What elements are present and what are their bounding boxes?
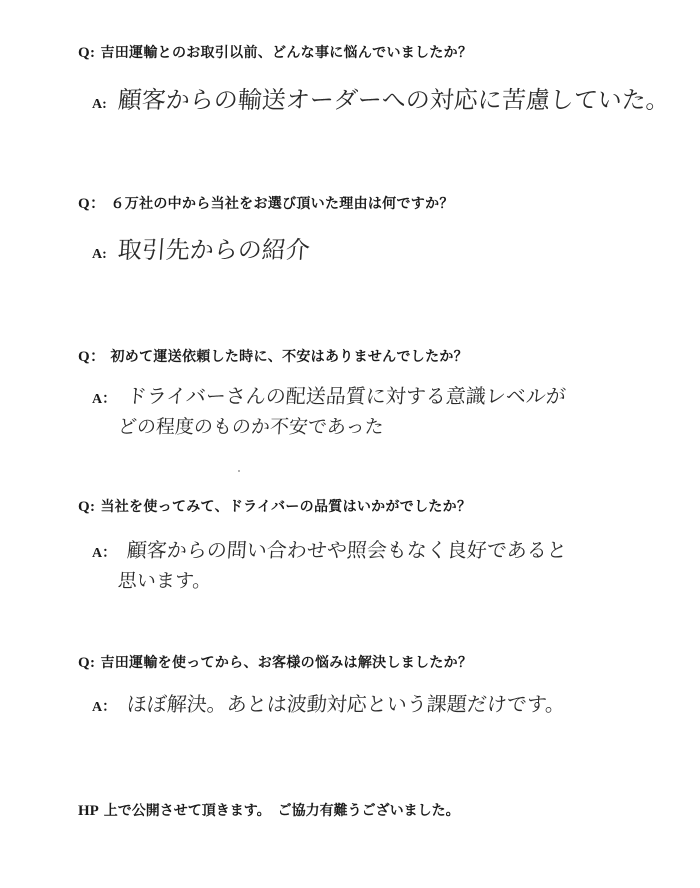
answer-4 bbox=[92, 534, 567, 563]
question-text: 初めて運送依頼した時に、不安はありませんでしたか？ bbox=[110, 349, 468, 365]
hp-label: HP bbox=[78, 803, 99, 819]
question-1 bbox=[78, 42, 472, 62]
answer-4-line-2 bbox=[118, 566, 211, 593]
closing-text: 上で公開させて頂きます。 ご協力有難うございました。 bbox=[103, 803, 460, 819]
answer-label: A: bbox=[92, 247, 107, 262]
answer-label: A： bbox=[92, 700, 117, 715]
question-text: 当社を使ってみて、ドライバーの品質はいかがでしたか？ bbox=[100, 499, 472, 515]
answer-3 bbox=[92, 380, 566, 409]
question-2 bbox=[78, 192, 454, 213]
question-label: Q： bbox=[78, 196, 106, 212]
stray-mark bbox=[238, 470, 240, 472]
answer-text: 顧客からの輸送オーダーへの対応に苦慮していた。 bbox=[116, 86, 671, 114]
answer-text: 取引先からの紹介 bbox=[116, 236, 311, 264]
answer-text-line-2: 思います。 bbox=[117, 570, 213, 592]
question-text: ６万社の中から当社をお選び頂いた理由は何ですか？ bbox=[110, 196, 454, 212]
question-5 bbox=[78, 652, 472, 672]
answer-label: A: bbox=[92, 97, 107, 112]
answer-text-line-2: どの程度のものか不安であった bbox=[117, 416, 385, 438]
answer-text-line-1: ドライバーさんの配送品質に対する意識レベルが bbox=[126, 384, 567, 408]
question-label: Q: bbox=[78, 655, 96, 671]
answer-label: A： bbox=[92, 392, 117, 407]
question-text: 吉田運輸とのお取引以前、どんな事に悩んでいましたか？ bbox=[100, 45, 473, 61]
question-label: Q: bbox=[78, 499, 96, 515]
answer-text-line-1: 顧客からの問い合わせや照会もなく良好であると bbox=[126, 538, 568, 562]
question-label: Q: bbox=[78, 45, 96, 61]
answer-1 bbox=[92, 80, 670, 115]
question-text: 吉田運輸を使ってから、お客様の悩みは解決しましたか？ bbox=[100, 655, 473, 671]
question-3 bbox=[78, 345, 468, 366]
closing-note bbox=[78, 800, 460, 820]
answer-5 bbox=[92, 688, 566, 717]
answer-3-line-2 bbox=[118, 412, 384, 439]
answer-label: A： bbox=[92, 546, 117, 561]
question-4 bbox=[78, 496, 471, 516]
answer-2 bbox=[92, 230, 310, 265]
answer-text: ほぼ解決。あとは波動対応という課題だけです。 bbox=[126, 692, 567, 716]
question-label: Q： bbox=[78, 349, 106, 365]
